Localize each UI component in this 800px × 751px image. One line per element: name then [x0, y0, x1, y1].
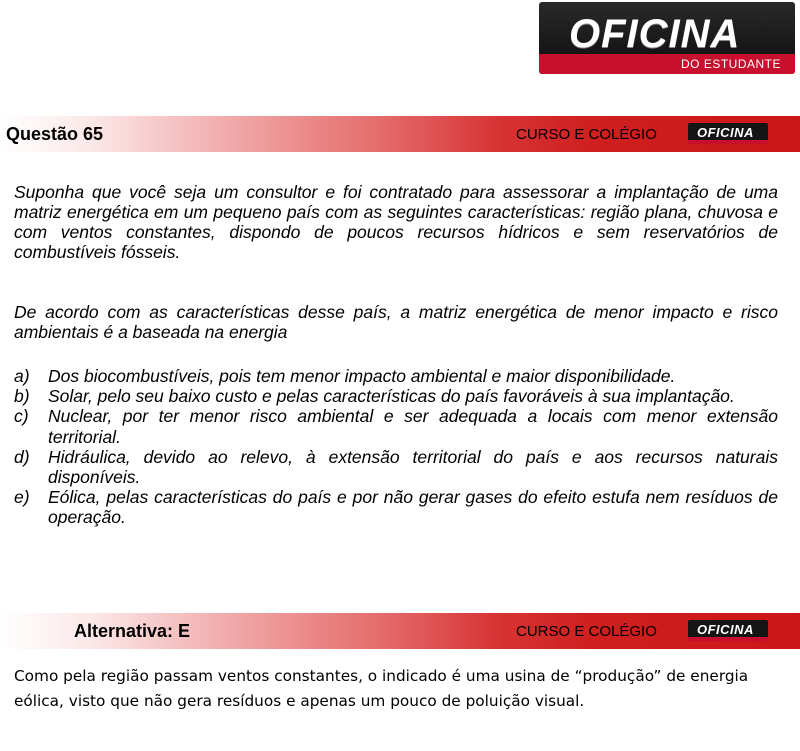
question-title: Questão 65	[6, 124, 104, 144]
logo-word: OFICINA	[569, 12, 741, 56]
answer-bar-logo-word: OFICINA	[697, 622, 754, 637]
option-e	[14, 487, 778, 527]
option-text: Solar, pelo seu baixo custo e pelas características do país favoráveis à sua implantação.	[48, 386, 735, 407]
option-a	[14, 366, 778, 386]
option-letter: a)	[14, 366, 30, 386]
question-bar-label: CURSO E COLÉGIO	[516, 126, 657, 143]
option-letter: c)	[14, 406, 29, 427]
logo-subtitle: DO ESTUDANTE	[680, 57, 781, 71]
question-bar-logo-word: OFICINA	[697, 125, 754, 140]
answer-header-bar	[0, 613, 800, 649]
question-header-bar	[0, 116, 800, 152]
question-paragraph-2: De acordo com as características desse país, a matriz energética de menor impacto e risco ambientais é a baseada na energia	[14, 302, 778, 342]
option-text: Eólica, pelas características do país e por não gerar gases do efeito estufa nem resíduos de operação.	[48, 487, 778, 528]
answer-title: Alternativa: E	[74, 621, 191, 641]
option-d	[14, 447, 778, 487]
answer-options	[14, 366, 778, 528]
question-bar-logo-band	[688, 140, 768, 144]
oficina-logo	[539, 2, 795, 74]
answer-explanation: Como pela região passam ventos constantes, o indicado é uma usina de “produção” de energia eólica, visto que não gera resíduos e apenas um pouco de poluição visual.	[14, 667, 749, 710]
option-text: Hidráulica, devido ao relevo, à extensão territorial do país e aos recursos naturais disponíveis.	[48, 446, 778, 488]
option-c	[14, 406, 778, 446]
option-letter: e)	[14, 487, 30, 508]
option-letter: d)	[14, 446, 30, 467]
question-bar-logo	[688, 123, 768, 144]
option-letter: b)	[14, 386, 30, 407]
option-b	[14, 386, 778, 406]
option-text: Dos biocombustíveis, pois tem menor impacto ambiental e maior disponibilidade.	[48, 366, 676, 386]
answer-bar-logo	[688, 620, 768, 641]
question-paragraph-1: Suponha que você seja um consultor e foi contratado para assessorar a implantação de uma matriz energética em um pequeno país com as seguintes características: região plana, chuvosa e com ventos constantes, dispondo de poucos recursos hídricos e sem reservatórios de combustíveis fósseis.	[14, 182, 778, 262]
answer-bar-label: CURSO E COLÉGIO	[516, 623, 657, 640]
option-text: Nuclear, por ter menor risco ambiental e ser adequada a locais com menor extensão territorial.	[48, 406, 778, 447]
answer-bar-logo-band	[688, 637, 768, 641]
